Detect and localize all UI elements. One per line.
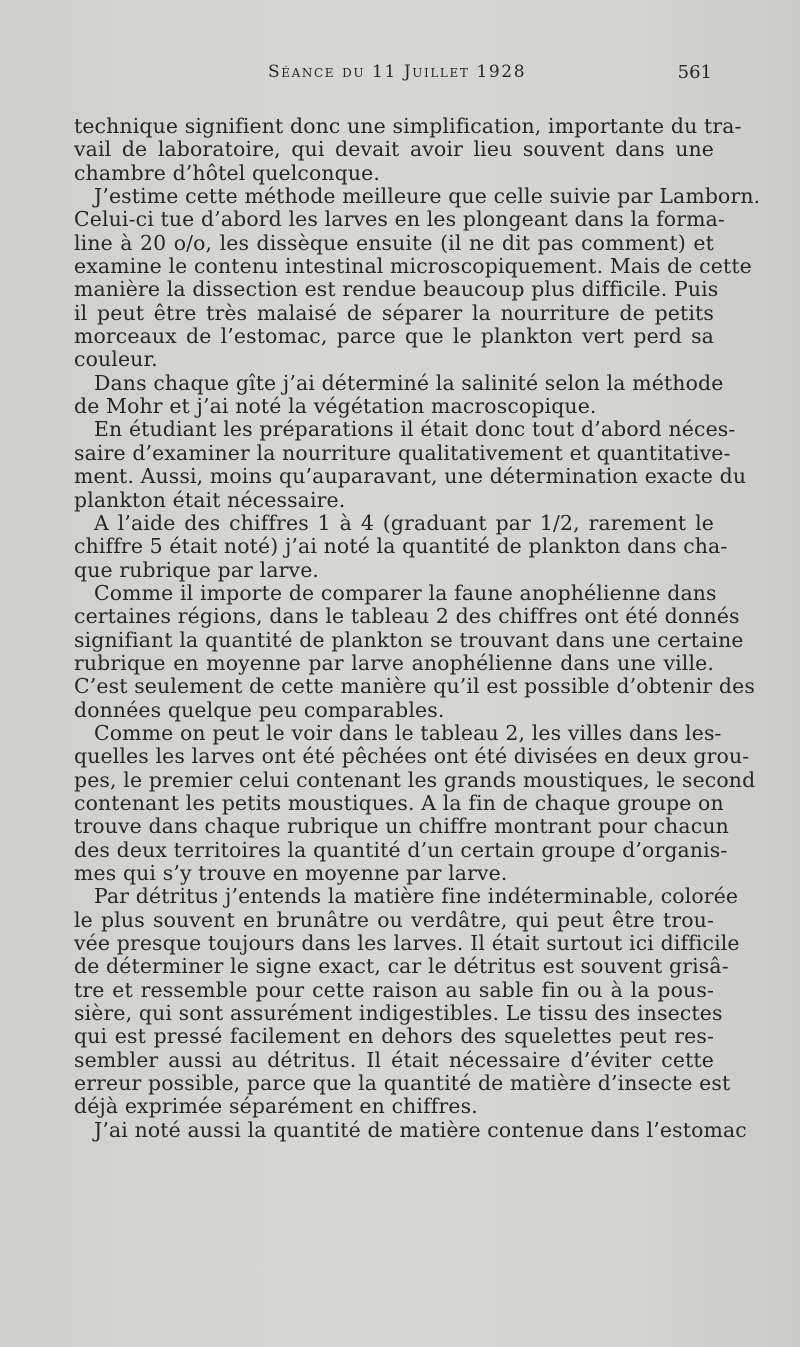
running-head [0, 62, 800, 92]
text-line: chambre d’hôtel quelconque. [74, 160, 380, 185]
text-line: Par détritus j’entends la matière fine indéterminable, colorée [94, 884, 739, 909]
text-line: sembler aussi au détritus. Il était nécessaire d’éviter cette [74, 1047, 714, 1072]
text-line: le plus souvent en brunâtre ou verdâtre, qui peut être trou- [74, 907, 714, 932]
text-line: A l’aide des chiffres 1 à 4 (graduant par 1/2, rarement le [94, 510, 714, 535]
text-line: morceaux de l’estomac, parce que le plankton vert perd sa [74, 324, 714, 349]
text-line: line à 20 o/o, les dissèque ensuite (il ne dit pas comment) et [74, 230, 714, 255]
text-line: tre et ressemble pour cette raison au sable fin ou à la pous- [74, 977, 714, 1002]
text-line: qui est pressé facilement en dehors des squelettes peut res- [74, 1024, 714, 1049]
text-line: plankton était nécessaire. [74, 487, 346, 512]
text-line: certaines régions, dans le tableau 2 des chiffres ont été donnés [74, 604, 740, 629]
text-line: manière la dissection est rendue beaucoup plus difficile. Puis [74, 277, 719, 302]
text-line: C’est seulement de cette manière qu’il est possible d’obtenir des [74, 674, 755, 699]
text-line: Comme on peut le voir dans le tableau 2, les villes dans les- [94, 720, 722, 745]
text-line: rubrique en moyenne par larve anophélienne dans une ville. [74, 650, 714, 675]
text-line: examine le contenu intestinal microscopiquement. Mais de cette [74, 254, 752, 279]
text-line: technique signifient donc une simplification, importante du tra- [74, 114, 742, 138]
text-line: Comme il importe de comparer la faune anophélienne dans [94, 580, 717, 605]
text-line: signifiant la quantité de plankton se trouvant dans une certaine [74, 627, 744, 652]
text-line: chiffre 5 était noté) j’ai noté la quantité de plankton dans cha- [74, 534, 728, 559]
text-line: Dans chaque gîte j’ai déterminé la salinité selon la méthode [94, 370, 724, 395]
text-line: couleur. [74, 347, 158, 372]
text-line: contenant les petits moustiques. A la fin de chaque groupe on [74, 790, 724, 815]
text-line: Celui-ci tue d’abord les larves en les plongeant dans la forma- [74, 207, 725, 232]
text-line: J’estime cette méthode meilleure que celle suivie par Lamborn. [94, 184, 761, 209]
text-line: déjà exprimée séparément en chiffres. [74, 1094, 478, 1119]
text-line: des deux territoires la quantité d’un certain groupe d’organis- [74, 837, 728, 862]
text-line: de déterminer le signe exact, car le détritus est souvent grisâ- [74, 954, 729, 979]
text-line: trouve dans chaque rubrique un chiffre montrant pour chacun [74, 814, 729, 839]
text-line: que rubrique par larve. [74, 557, 320, 582]
text-line: données quelque peu comparables. [74, 697, 445, 722]
text-line: saire d’examiner la nourriture qualitativement et quantitative- [74, 440, 731, 465]
page-number: 561 [677, 62, 712, 83]
text-line: mes qui s’y trouve en moyenne par larve. [74, 861, 508, 885]
text-line: J’ai noté aussi la quantité de matière contenue dans l’estomac [94, 1117, 747, 1142]
text-line: En étudiant les préparations il était donc tout d’abord néces- [94, 417, 736, 442]
text-line: vée presque toujours dans les larves. Il était surtout ici difficile [74, 931, 740, 956]
body-text [74, 114, 761, 1142]
text-line: de Mohr et j’ai noté la végétation macroscopique. [74, 394, 597, 419]
running-title: Séance du 11 Juillet 1928 [268, 62, 527, 82]
text-line: erreur possible, parce que la quantité de matière d’insecte est [74, 1071, 731, 1096]
text-line: sière, qui sont assurément indigestibles. Le tissu des insectes [74, 1001, 723, 1026]
text-line: vail de laboratoire, qui devait avoir lieu souvent dans une [74, 137, 714, 162]
text-line: il peut être très malaisé de séparer la nourriture de petits [74, 300, 714, 325]
text-line: pes, le premier celui contenant les grands moustiques, le second [74, 767, 756, 792]
text-line: ment. Aussi, moins qu’auparavant, une détermination exacte du [74, 464, 747, 489]
text-line: quelles les larves ont été pêchées ont été divisées en deux grou- [74, 744, 750, 769]
